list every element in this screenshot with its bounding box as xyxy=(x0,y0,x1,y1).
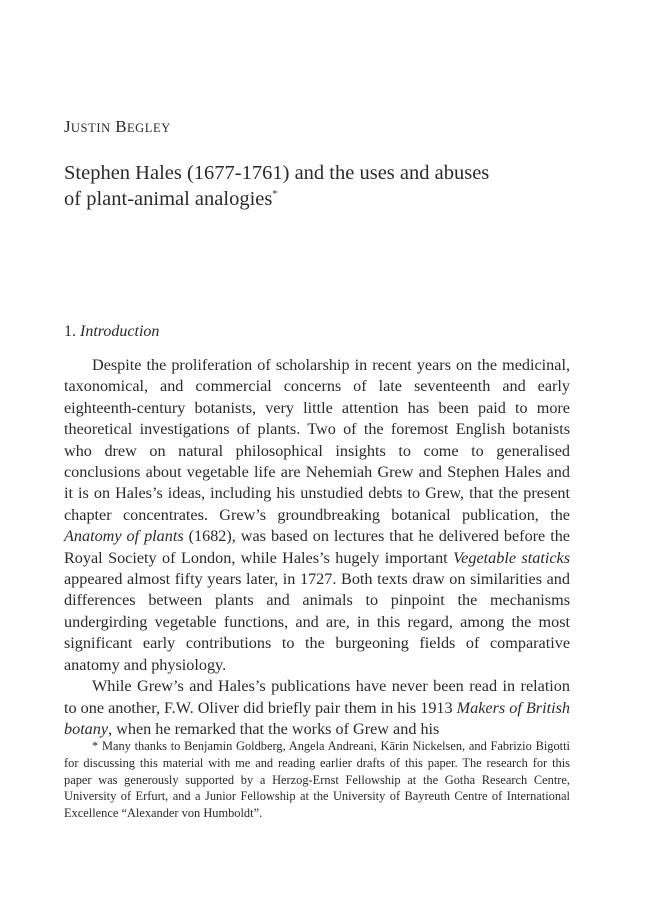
footnote-marker: * xyxy=(92,739,99,753)
text-run: , when he remarked that the works of Grew and his xyxy=(108,719,440,738)
author-name xyxy=(64,117,171,137)
title-footnote-marker: * xyxy=(272,189,278,201)
author-first-rest: USTIN xyxy=(70,121,111,135)
section-number: 1. xyxy=(64,323,76,340)
footnote xyxy=(64,738,570,822)
section-title: Introduction xyxy=(80,323,160,340)
body-text xyxy=(64,355,570,740)
text-run: While Grew’s and Hales’s publications have never been read in relation to one another, F.W. Oliver did briefly pair them in his 1913 xyxy=(64,677,570,717)
author-last-rest: EGLEY xyxy=(126,121,171,135)
chapter-title-line-2: of plant-animal analogies xyxy=(64,188,273,210)
author-first-initial: J xyxy=(64,117,71,136)
text-run: Despite the proliferation of scholarship in recent years on the medicinal, taxonomical, and commercial concerns of late seventeenth and early eighteenth-century botanists, very little attention has been paid to more theoretical investigations of plants. Two of the foremost English botanists who drew on natural philosophical insights to come to generalised conclusions about vegetable life are Nehemiah Grew and Stephen Hales and it is on Hales’s ideas, including his unstudied debts to Grew, that the present chapter concentrates. Grew’s groundbreaking botanical publication, the xyxy=(64,356,570,524)
text-run: (1682), was based on lectures that he delivered before the Royal Society of London, while Hales’s hugely important xyxy=(64,527,570,567)
chapter-title xyxy=(64,160,584,212)
footnote-paragraph xyxy=(64,738,570,822)
chapter-title-line-1: Stephen Hales (1677-1761) and the uses and abuses xyxy=(64,162,490,184)
footnote-text: Many thanks to Benjamin Goldberg, Angela Andreani, Kārin Nickelsen, and Fabrizio Bigotti for discussing this material with me and reading earlier drafts of this paper. The research for this paper was generously supported by a Herzog-Ernst Fellowship at the Gotha Research Centre, University of Erfurt, and a Junior Fellowship at the University of Bayreuth Centre of International Excellence “Alexander von Humboldt”. xyxy=(64,739,570,821)
paragraph xyxy=(64,676,570,740)
text-run: appeared almost fifty years later, in 1727. Both texts draw on similarities and differences between plants and animals to pinpoint the mechanisms undergirding vegetable functions, and are, in this regard, among the most significant early contributions to the burgeoning fields of comparative anatomy and physiology. xyxy=(64,570,570,674)
paragraph xyxy=(64,355,570,676)
italic-title: Anatomy of plants xyxy=(64,527,184,546)
author-last-initial: B xyxy=(115,117,127,136)
italic-title: Vegetable staticks xyxy=(453,548,570,567)
italic-title: Makers of British botany xyxy=(64,698,570,738)
section-heading xyxy=(64,323,159,341)
